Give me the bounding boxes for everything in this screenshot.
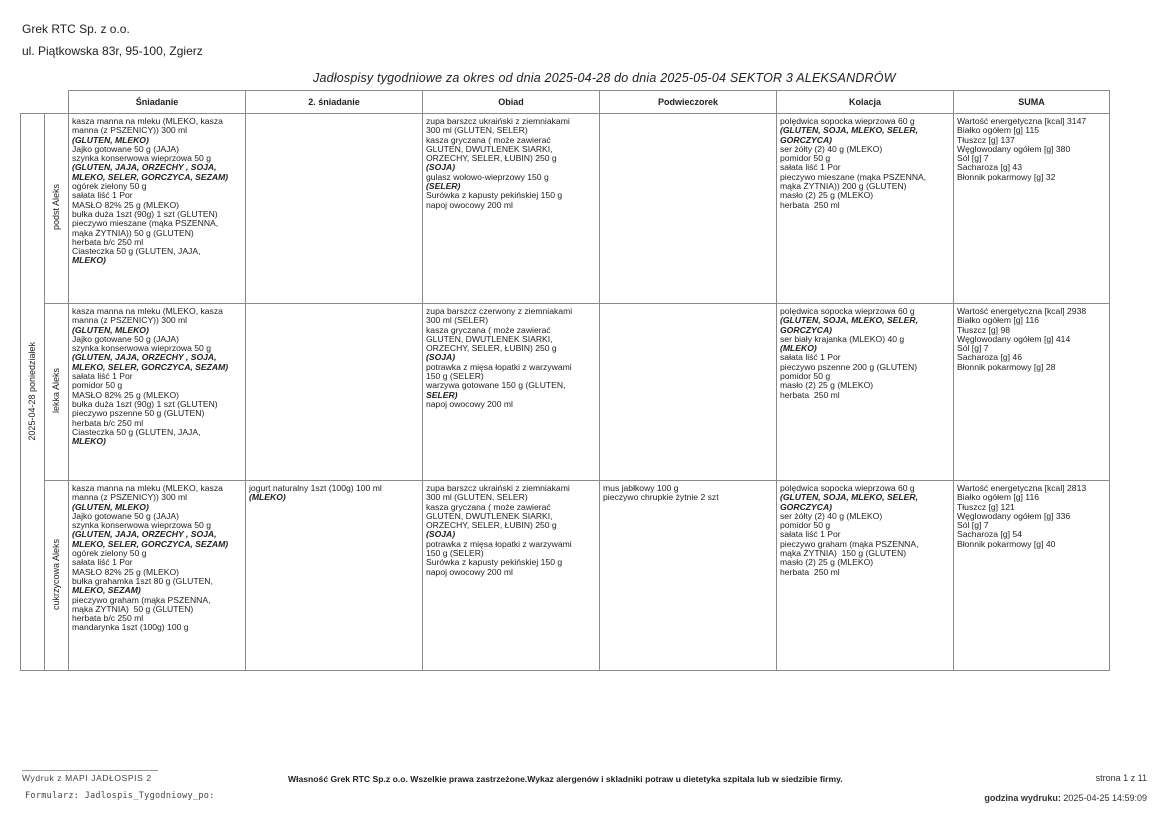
menu-line: manna (z PSZENICY)) 300 ml [72,492,188,503]
menu-line: napoj owocowy 200 ml [426,566,513,577]
menu-line: (GLUTEN, MLEKO) [72,501,149,512]
menu-line: (GLUTEN, JAJA, ORZECHY , SOJA, [72,352,217,363]
cell-suma [954,481,1110,671]
menu-line: Surówka z kapusty pekińskiej 150 g [426,190,563,201]
print-time-value: 2025-04-25 14:59:09 [1063,793,1147,803]
menu-line: 300 ml (GLUTEN, SELER) [426,125,528,136]
menu-line: (GLUTEN, MLEKO) [72,134,149,145]
col-header-suma: SUMA [954,91,1110,114]
cell-2-sniadanie [246,481,423,671]
table-row [21,481,1110,671]
menu-line: (MLEKO) [249,492,286,503]
cell-obiad [423,114,600,304]
menu-line: zupa barszcz ukraiński z ziemniakami [426,116,570,126]
menu-line: GORCZYCA) [780,134,833,145]
menu-line: GLUTEN, DWUTLENEK SIARKI, [426,333,553,344]
menu-line: polędwica sopocka wieprzowa 60 g [780,306,915,316]
menu-line: pomidor 50 g [780,153,831,164]
menu-line: pieczywo chrupkie żytnie 2 szt [603,492,719,503]
menu-line: (GLUTEN, JAJA, ORZECHY , SOJA, [72,529,217,540]
cell-podwieczorek [600,114,777,304]
menu-line: mus jabłkowy 100 g [603,483,679,493]
menu-line: Sól [g] 7 [957,343,989,354]
menu-line: (GLUTEN, MLEKO) [72,324,149,335]
print-time [984,793,1147,803]
menu-line: sałata liść 1 Por [72,557,133,568]
cell-obiad [423,481,600,671]
menu-line: mandarynka 1szt (100g) 100 g [72,622,189,633]
menu-line: MASŁO 82% 25 g (MLEKO) [72,199,179,210]
menu-line: 150 g (SELER) [426,371,484,382]
cell-sniadanie [69,481,246,671]
menu-line: manna (z PSZENICY)) 300 ml [72,125,188,136]
menu-line: Jajko gotowane 50 g (JAJA) [72,333,180,344]
cell-sniadanie [69,304,246,481]
table-row [21,304,1110,481]
menu-line: sałata liść 1 Por [72,190,133,201]
cell-kolacja [777,304,954,481]
menu-line: pieczywo graham (mąka PSZENNA, [72,594,211,605]
menu-line: polędwica sopocka wieprzowa 60 g [780,116,915,126]
diet-cell [45,481,69,671]
menu-line: GLUTEN, DWUTLENEK SIARKI, [426,510,553,521]
menu-line: pieczywo graham (mąka PSZENNA, [780,538,919,549]
menu-line: MASŁO 82% 25 g (MLEKO) [72,389,179,400]
menu-line: Ciasteczka 50 g (GLUTEN, JAJA, [72,246,201,257]
menu-line: MLEKO, SEZAM) [72,585,141,596]
menu-line: gulasz wołowo-wieprzowy 150 g [426,171,549,182]
menu-line: potrawka z mięsa łopatki z warzywami [426,361,572,372]
col-header-kolacja: Kolacja [777,91,954,114]
menu-line: masło (2) 25 g (MLEKO) [780,557,874,568]
menu-line: (SOJA) [426,162,456,173]
menu-line: (GLUTEN, SOJA, MLEKO, SELER, [780,125,918,136]
table-row [21,114,1110,304]
company-name: Grek RTC Sp. z o.o. [22,22,130,36]
menu-line: napoj owocowy 200 ml [426,398,513,409]
menu-line: Sól [g] 7 [957,520,989,531]
menu-line: Sacharoza [g] 46 [957,352,1022,363]
menu-line: Węglowodany ogółem [g] 336 [957,510,1071,521]
menu-line: zupa barszcz ukraiński z ziemniakami [426,483,570,493]
menu-line: manna (z PSZENICY)) 300 ml [72,315,188,326]
menu-line: 150 g (SELER) [426,548,484,559]
menu-line: pomidor 50 g [72,380,123,391]
header-row [21,91,1110,114]
menu-line: herbata 250 ml [780,389,840,400]
cell-suma [954,114,1110,304]
menu-line: napoj owocowy 200 ml [426,199,513,210]
menu-line: (GLUTEN, SOJA, MLEKO, SELER, [780,492,918,503]
menu-line: GLUTEN, DWUTLENEK SIARKI, [426,143,553,154]
menu-line: GORCZYCA) [780,324,833,335]
menu-line: MLEKO, SELER, GORCZYCA, SEZAM) [72,171,229,182]
menu-line: jogurt naturalny 1szt (100g) 100 ml [249,483,382,493]
menu-line: kasza manna na mleku (MLEKO, kasza [72,483,223,493]
menu-line: ogórek zielony 50 g [72,181,147,192]
cell-sniadanie [69,114,246,304]
diet-cell [45,114,69,304]
menu-line: Tłuszcz [g] 121 [957,501,1015,512]
date-cell [21,114,45,671]
menu-line: szynka konserwowa wieprzowa 50 g [72,153,211,164]
menu-line: kasza gryczana ( może zawierać [426,324,551,335]
menu-line: Wartość energetyczna [kcal] 2938 [957,306,1087,316]
menu-line: pomidor 50 g [780,520,831,531]
menu-line: mąka ŻYTNIA)) 50 g (GLUTEN) [72,227,194,238]
menu-line: mąka ŻYTNIA)) 200 g (GLUTEN) [780,181,907,192]
menu-line: Sól [g] 7 [957,153,989,164]
menu-line: Wartość energetyczna [kcal] 3147 [957,116,1087,126]
col-header-obiad: Obiad [423,91,600,114]
print-time-label: godzina wydruku: [984,793,1061,803]
menu-line: GORCZYCA) [780,501,833,512]
menu-line: pieczywo mieszane (mąka PSZENNA, [72,218,219,229]
menu-line: Surówka z kapusty pekińskiej 150 g [426,557,563,568]
cell-kolacja [777,114,954,304]
menu-line: (SOJA) [426,529,456,540]
menu-line: Tłuszcz [g] 98 [957,324,1011,335]
menu-line: Białko ogółem [g] 115 [957,125,1040,136]
menu-line: kasza manna na mleku (MLEKO, kasza [72,306,223,316]
menu-line: Węglowodany ogółem [g] 380 [957,143,1071,154]
menu-line: Białko ogółem [g] 116 [957,315,1040,326]
col-header-podwieczorek: Podwieczorek [600,91,777,114]
cell-2-sniadanie [246,114,423,304]
menu-line: masło (2) 25 g (MLEKO) [780,380,874,391]
cell-suma [954,304,1110,481]
menu-line: herbata b/c 250 ml [72,417,144,428]
menu-line: pieczywo mieszane (mąka PSZENNA, [780,171,927,182]
menu-line: Błonnik pokarmowy [g] 28 [957,361,1056,372]
diet-label: cukrzycowa Aleks [50,538,61,610]
menu-line: pieczywo pszenne 50 g (GLUTEN) [72,408,205,419]
menu-line: (SELER) [426,181,461,192]
diet-label: lekka Aleks [50,368,61,414]
company-address: ul. Piątkowska 83r, 95-100, Zgierz [22,44,203,58]
menu-line: pomidor 50 g [780,371,831,382]
menu-line: ser żółty (2) 40 g (MLEKO) [780,510,883,521]
menu-line: Błonnik pokarmowy [g] 40 [957,538,1056,549]
menu-line: Błonnik pokarmowy [g] 32 [957,171,1056,182]
menu-line: ORZECHY, SELER, ŁUBIN) 250 g [426,153,557,164]
cell-obiad [423,304,600,481]
menu-line: mąka ŻYTNIA) 50 g (GLUTEN) [72,603,194,614]
cell-2-sniadanie [246,304,423,481]
cell-kolacja [777,481,954,671]
col-header-sniadanie: Śniadanie [69,91,246,114]
menu-line: masło (2) 25 g (MLEKO) [780,190,874,201]
menu-line: pieczywo pszenne 200 g (GLUTEN) [780,361,918,372]
menu-line: sałata liść 1 Por [72,371,133,382]
menu-line: ogórek zielony 50 g [72,548,147,559]
footer-form: Formularz: Jadlospis_Tygodniowy_po: [25,791,215,801]
menu-line: Węglowodany ogółem [g] 414 [957,333,1071,344]
menu-line: zupa barszcz czerwony z ziemniakami [426,306,573,316]
menu-line: herbata b/c 250 ml [72,236,144,247]
menu-line: Ciasteczka 50 g (GLUTEN, JAJA, [72,426,201,437]
menu-line: (GLUTEN, SOJA, MLEKO, SELER, [780,315,918,326]
menu-table [20,90,1110,671]
menu-line: herbata 250 ml [780,566,840,577]
menu-line: MLEKO) [72,436,106,447]
menu-line: SELER) [426,389,458,400]
menu-line: potrawka z mięsa łopatki z warzywami [426,538,572,549]
menu-line: warzywa gotowane 150 g (GLUTEN, [426,380,566,391]
menu-line: szynka konserwowa wieprzowa 50 g [72,343,211,354]
menu-line: szynka konserwowa wieprzowa 50 g [72,520,211,531]
menu-line: Jajko gotowane 50 g (JAJA) [72,510,180,521]
menu-line: ser żółty (2) 40 g (MLEKO) [780,143,883,154]
menu-line: (SOJA) [426,352,456,363]
document-title: Jadłospisy tygodniowe za okres od dnia 2025-04-28 do dnia 2025-05-04 SEKTOR 3 ALEKSANDRÓW [313,71,896,85]
menu-line: bułka grahamka 1szt 80 g (GLUTEN, [72,575,213,586]
menu-line: Sacharoza [g] 54 [957,529,1022,540]
menu-line: 300 ml (GLUTEN, SELER) [426,492,528,503]
menu-line: kasza manna na mleku (MLEKO, kasza [72,116,223,126]
menu-line: bułka duża 1szt (90g) 1 szt (GLUTEN) [72,208,218,219]
menu-line: ser biały krajanka (MLEKO) 40 g [780,333,905,344]
menu-line: mąka ŻYTNIA) 150 g (GLUTEN) [780,548,907,559]
menu-line: sałata liść 1 Por [780,529,841,540]
menu-line: 300 ml (SELER) [426,315,489,326]
menu-line: ORZECHY, SELER, ŁUBIN) 250 g [426,343,557,354]
menu-line: bułka duża 1szt (90g) 1 szt (GLUTEN) [72,398,218,409]
menu-line: polędwica sopocka wieprzowa 60 g [780,483,915,493]
menu-line: sałata liść 1 Por [780,352,841,363]
menu-line: (GLUTEN, JAJA, ORZECHY , SOJA, [72,162,217,173]
col-header-2-sniadanie: 2. śniadanie [246,91,423,114]
menu-line: ORZECHY, SELER, ŁUBIN) 250 g [426,520,557,531]
date-label: 2025-04-28 poniedziałek [26,341,37,441]
menu-line: sałata liść 1 Por [780,162,841,173]
footer-source: Wydruk z MAPI JADŁOSPIS 2 [22,773,152,783]
menu-line: Wartość energetyczna [kcal] 2813 [957,483,1087,493]
menu-line: MLEKO, SELER, GORCZYCA, SEZAM) [72,361,229,372]
menu-line: Białko ogółem [g] 116 [957,492,1040,503]
menu-line: MLEKO, SELER, GORCZYCA, SEZAM) [72,538,229,549]
menu-line: Jajko gotowane 50 g (JAJA) [72,143,180,154]
footer-notice: Własność Grek RTC Sp.z o.o. Wszelkie prawa zastrzeżone.Wykaz alergenów i skladniki potraw u dietetyka szpitala lub w siedzibie firmy. [288,774,843,784]
menu-line: Tłuszcz [g] 137 [957,134,1015,145]
menu-line: MLEKO) [72,255,106,266]
menu-line: herbata b/c 250 ml [72,613,144,624]
page-number: strona 1 z 11 [1095,773,1147,783]
menu-line: Sacharoza [g] 43 [957,162,1022,173]
cell-podwieczorek [600,481,777,671]
menu-line: (MLEKO) [780,343,817,354]
diet-label: podst Aleks [50,184,61,231]
menu-line: kasza gryczana ( może zawierać [426,134,551,145]
menu-line: herbata 250 ml [780,199,840,210]
footer-rule [22,770,158,771]
cell-podwieczorek [600,304,777,481]
menu-line: MASŁO 82% 25 g (MLEKO) [72,566,179,577]
diet-cell [45,304,69,481]
menu-line: kasza gryczana ( może zawierać [426,501,551,512]
